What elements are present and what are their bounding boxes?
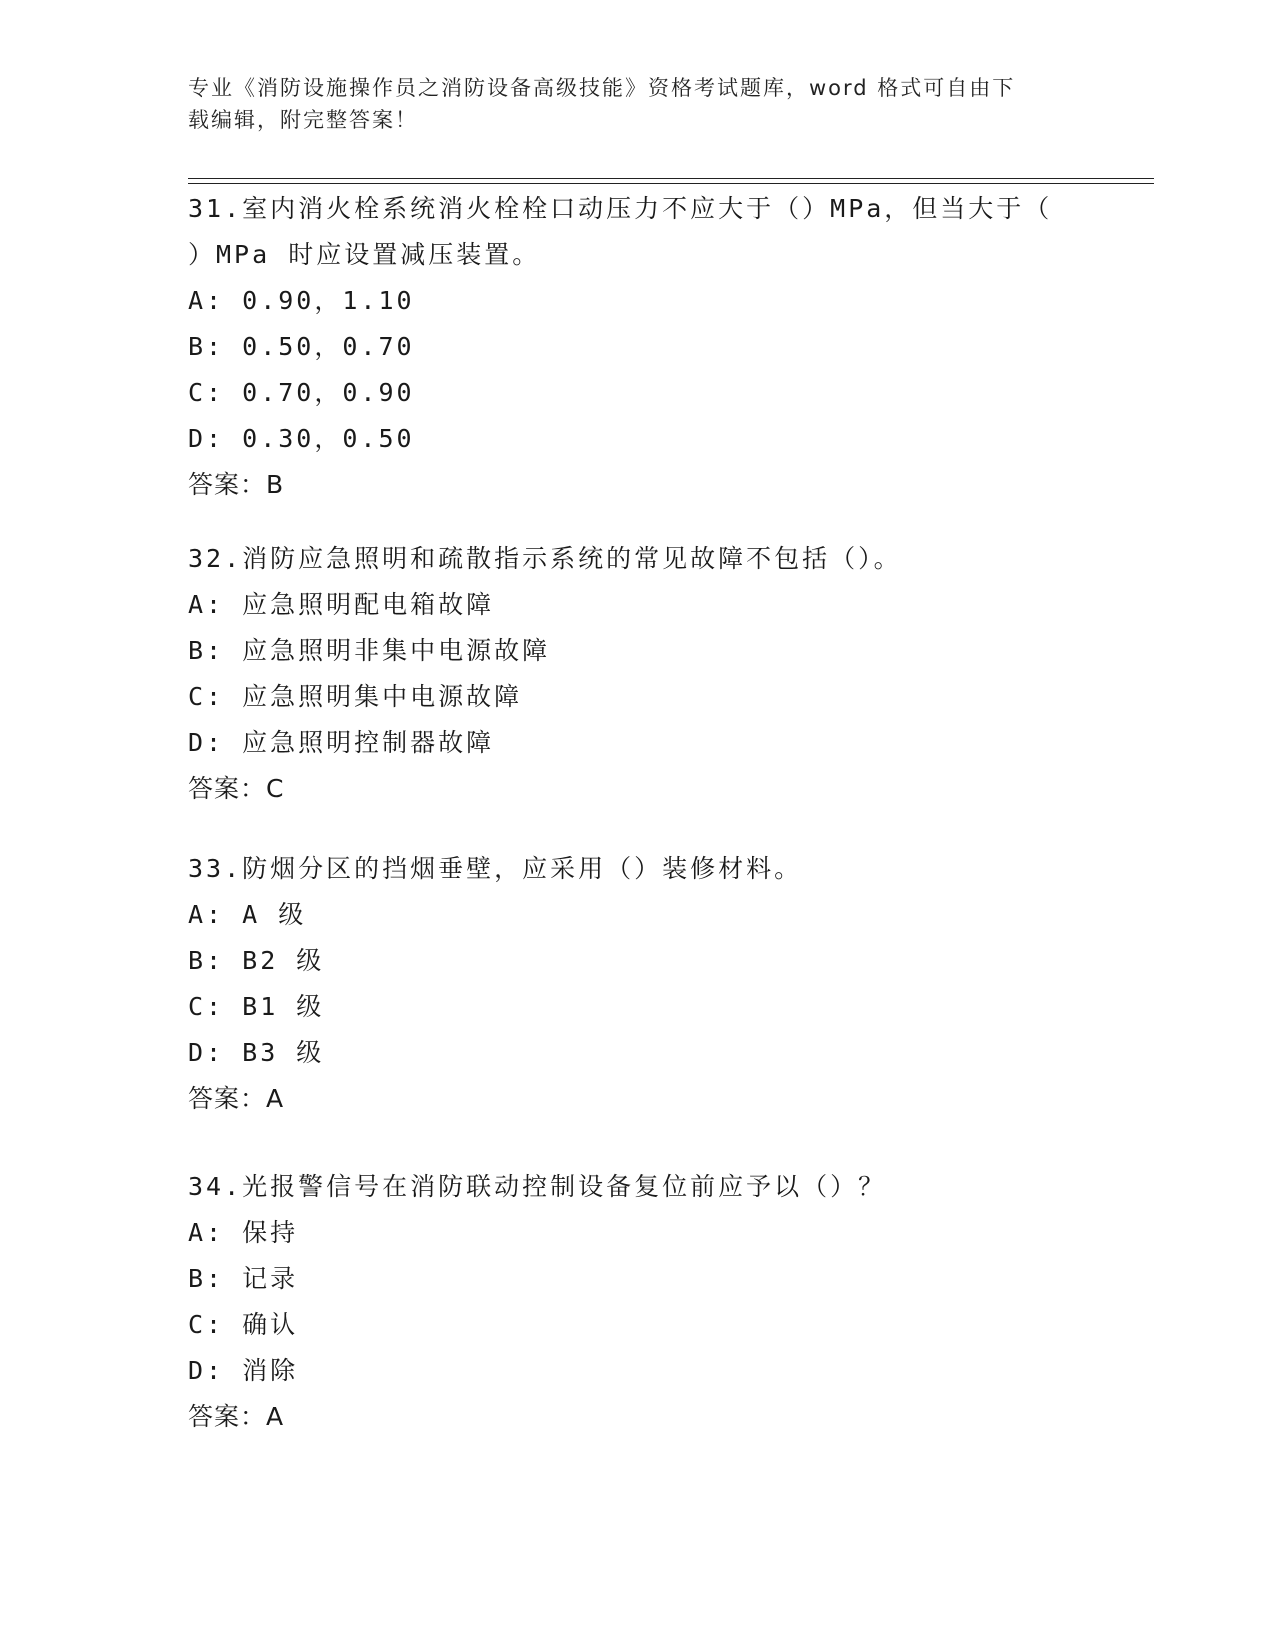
question-stem-line-2: ）MPa 时应设置减压装置。: [188, 240, 541, 269]
option-a: A: 0.90，1.10: [188, 286, 415, 315]
question-33: [188, 846, 1088, 1122]
option-c: C: 应急照明集中电源故障: [188, 682, 523, 711]
option-b: B: 记录: [188, 1264, 299, 1293]
question-stem-line-1: 33.防烟分区的挡烟垂壁，应采用（）装修材料。: [188, 854, 803, 883]
option-b: B: 应急照明非集中电源故障: [188, 636, 551, 665]
question-stem-line-1: 34.光报警信号在消防联动控制设备复位前应予以（）？: [188, 1172, 887, 1201]
option-b: B: 0.50，0.70: [188, 332, 415, 361]
option-b: B: B2 级: [188, 946, 325, 975]
option-a: A: 应急照明配电箱故障: [188, 590, 495, 619]
question-stem: [188, 536, 1068, 582]
option-a: A: A 级: [188, 900, 307, 929]
header-divider-top: [188, 178, 1154, 179]
answer: 答案：A: [188, 1402, 285, 1431]
question-34: [188, 1164, 1088, 1440]
option-c: C: B1 级: [188, 992, 325, 1021]
question-stem: [188, 846, 1068, 892]
question-stem: [188, 186, 1068, 278]
question-32: [188, 536, 1088, 812]
option-d: D: 0.30，0.50: [188, 424, 415, 453]
header-line-2: 载编辑，附完整答案！: [188, 108, 418, 132]
answer: 答案：B: [188, 470, 285, 499]
answer: 答案：A: [188, 1084, 285, 1113]
option-a: A: 保持: [188, 1218, 299, 1247]
option-c: C: 0.70，0.90: [188, 378, 415, 407]
option-d: D: B3 级: [188, 1038, 325, 1067]
option-d: D: 消除: [188, 1356, 299, 1385]
question-stem: [188, 1164, 1068, 1210]
option-c: C: 确认: [188, 1310, 299, 1339]
question-stem-line-1: 32.消防应急照明和疏散指示系统的常见故障不包括（）。: [188, 544, 902, 573]
option-d: D: 应急照明控制器故障: [188, 728, 495, 757]
question-stem-line-1: 31.室内消火栓系统消火栓栓口动压力不应大于（）MPa，但当大于（: [188, 194, 1053, 223]
header-line-1: 专业《消防设施操作员之消防设备高级技能》资格考试题库，word 格式可自由下: [188, 76, 1016, 100]
document-header: [188, 72, 1068, 136]
header-divider-bottom: [188, 183, 1154, 184]
question-31: [188, 186, 1088, 508]
answer: 答案：C: [188, 774, 285, 803]
